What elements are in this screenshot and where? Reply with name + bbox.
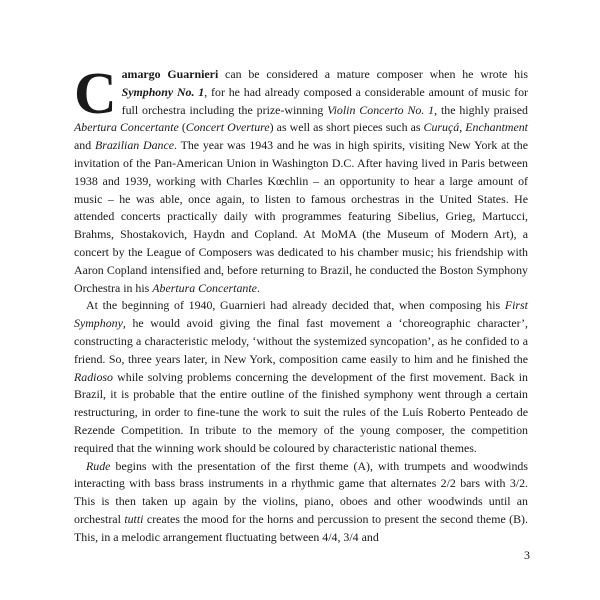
text-run: and — [74, 138, 95, 153]
lead-name: amargo Guarnieri — [121, 67, 219, 81]
text-run: , the highly praised — [434, 102, 528, 117]
text-run: can be considered a mature composer when he wrote his — [218, 67, 529, 81]
work-title: Violin Concerto No. 1 — [327, 102, 435, 117]
work-title: First Symphony — [74, 298, 528, 331]
text-run: , he would avoid giving the final fast movement a ‘choreographic character’, constructing a characteristic melody, ‘without the systemized syncopation’, as he confided to a friend. So, three years later, in New York, composition came easily to him and he finished the — [74, 316, 528, 366]
paragraph-3 — [74, 458, 528, 547]
work-title: Abertura Concertante — [152, 280, 257, 295]
work-title: Enchantment — [465, 120, 528, 135]
text-run: . The year was 1943 and he was in high spirits, visiting New York at the invitation of the Pan-American Union in Washington D.C. After having lived in Paris between 1938 and 1939, working with Charles Kœchlin – an opportunity to hear a large amount of music – he was able, once again, to listen to famous orchestras in the United States. He attended concerts practically daily with programmes featuring Sibelius, Grieg, Martucci, Brahms, Shostakovich, Haydn and Copland. At MoMA (the Museum of Modern Art), a concert by the League of Composers was dedicated to his chamber music; his friendship with Aaron Copland intensified and, before returning to Brazil, he conducted the Boston Symphony Orchestra in his — [74, 138, 528, 295]
text-run: ( — [178, 120, 186, 135]
text-run: , for he had already composed a considerable amount of music for full orchestra including the prize-winning — [121, 84, 528, 117]
text-run: , — [459, 120, 466, 135]
work-title: Abertura Concertante — [74, 120, 179, 135]
work-title: Symphony No. 1 — [121, 84, 205, 99]
article-body — [74, 60, 529, 547]
text-run: while solving problems concerning the development of the first movement. Back in Brazil, it is probable that the entire outline of the finished symphony went through a certain restructuring, in order to fine-tune the work to suit the rules of the Luís Roberto Penteado de Rezende Competition. In tribute to the memory of the young composer, the competition required that the winning work should be coloured by characteristic national themes. — [74, 369, 528, 455]
work-title: Curuçá — [423, 120, 460, 135]
paragraph-1 — [74, 60, 529, 297]
text-run: ) as well as short pieces such as — [269, 120, 424, 135]
musical-term: tutti — [124, 511, 144, 526]
text-run: . — [256, 280, 260, 295]
work-title: Brazilian Dance — [94, 138, 175, 153]
text-run: At the beginning of 1940, Guarnieri had already decided that, when composing his — [86, 298, 505, 313]
text-run: begins with the presentation of the first theme (A), with trumpets and woodwinds interacting with bass brass instruments in a rhythmic game that alternates 2/2 bars with 3/2. This is then taken up again by the violins, piano, oboes and other woodwinds until an orchestral — [74, 458, 528, 526]
drop-cap: C — [74, 60, 117, 126]
text-run: creates the mood for the horns and percussion to present the second theme (B). This, in a melodic arrangement fluctuating between 4/4, 3/4 and — [74, 511, 528, 544]
page-number: 3 — [524, 548, 530, 562]
movement-title: Radioso — [74, 369, 113, 384]
work-title: Concert Overture — [185, 120, 270, 135]
paragraph-2 — [74, 297, 528, 457]
movement-title: Rude — [86, 458, 111, 473]
